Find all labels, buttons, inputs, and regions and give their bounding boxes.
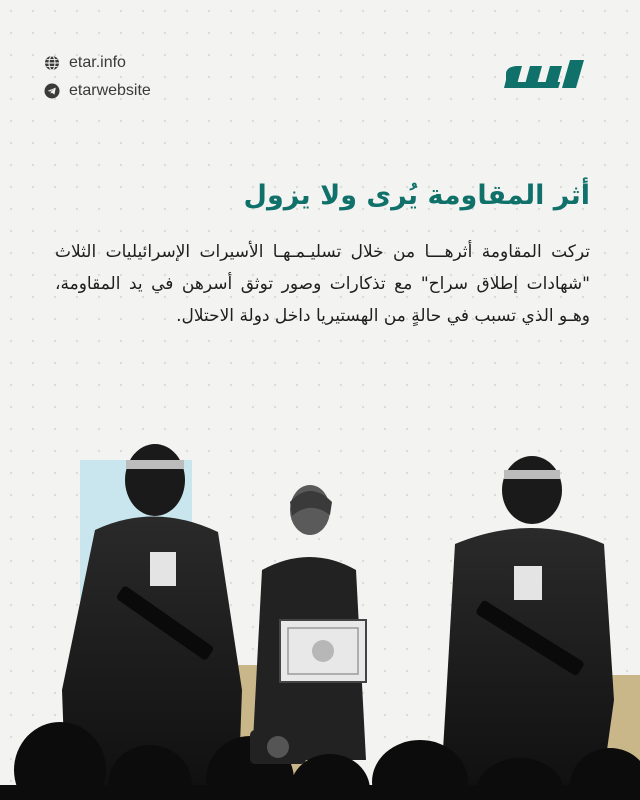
photo-scene bbox=[0, 440, 640, 800]
website-row[interactable] bbox=[44, 52, 151, 74]
etar-logo bbox=[500, 52, 590, 92]
contact-info bbox=[44, 52, 151, 108]
article-body: تركت المقاومة أثرهـــا من خلال تسليـمـهـا الأسيرات الإسرائيليات الثلاث "شهادات إطلاق سراح" مع تذكارات وصور توثق أسرهن في يد المقاومة، وهـو الذي تسبب في حالةٍ من الهستيريا داخل دولة الاحتلال. bbox=[55, 242, 590, 326]
telegram-icon bbox=[44, 83, 60, 99]
globe-icon bbox=[44, 55, 60, 71]
center-figure bbox=[252, 485, 366, 760]
telegram-row[interactable] bbox=[44, 80, 151, 102]
article-title: أثر المقاومة يُرى ولا يزول bbox=[243, 180, 590, 211]
right-figure bbox=[440, 456, 614, 800]
telegram-label: etarwebsite bbox=[69, 82, 151, 99]
news-photo bbox=[0, 440, 640, 800]
website-label: etar.info bbox=[69, 54, 126, 71]
